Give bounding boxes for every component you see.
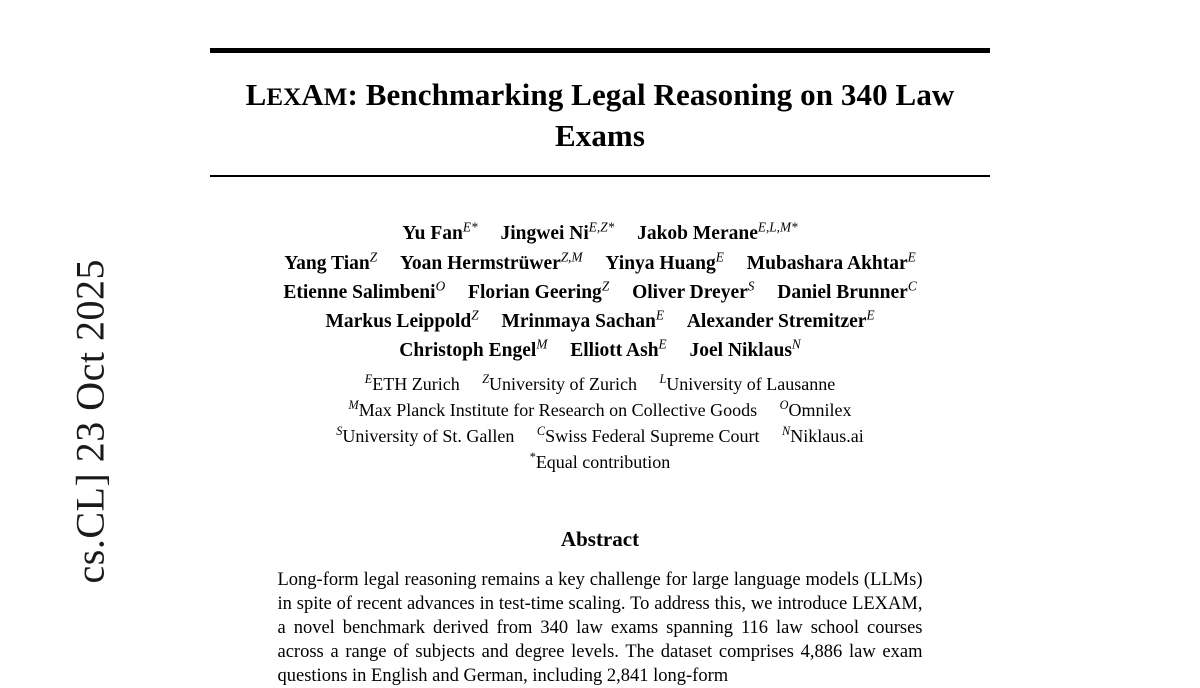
author-name: Mubashara Akhtar$^E$ bbox=[746, 249, 916, 274]
affiliation-item: $^Z$University of Zurich bbox=[482, 371, 637, 394]
author-name: Alexander Stremitzer$^E$ bbox=[686, 307, 875, 332]
affiliation-item: $^O$Omnilex bbox=[779, 397, 852, 420]
author-name: Elliott Ash$^E$ bbox=[570, 336, 667, 362]
title-bottom-rule bbox=[210, 175, 990, 177]
affiliation-item: $^L$University of Lausanne bbox=[659, 371, 836, 394]
author-name: Jingwei $Ni^{E,Z*}$ bbox=[500, 219, 615, 245]
author-line bbox=[210, 277, 990, 306]
arxiv-side-stamp bbox=[0, 0, 120, 648]
affiliation-item: $^M$Max Planck Institute for Research on Collective Goods bbox=[348, 397, 758, 420]
author-line bbox=[210, 306, 990, 335]
author-name: Christoph Engel$^M$ bbox=[399, 336, 548, 362]
author-name: Etienne Salimbeni$^O$ bbox=[283, 278, 446, 303]
abstract-paragraph: Long-form legal reasoning remains a key challenge for large language models (LLMs) in spite of recent advances in test-time scaling. To address this, we introduce LEXAM, a novel benchmark derived from 340 law exams spanning 116 law school courses across a range of subjects and degree levels. The dataset comprises 4,886 law exam questions in English and German, including 2,841 long-form bbox=[277, 569, 923, 686]
paper-page bbox=[120, 0, 1200, 686]
affiliation-item: $^N$Niklaus.ai bbox=[782, 423, 864, 446]
author-name: Yang Tian$^Z$ bbox=[284, 249, 378, 274]
author-line bbox=[210, 248, 990, 277]
title-top-rule bbox=[210, 48, 990, 53]
author-name: Daniel Brunner$^C$ bbox=[777, 278, 917, 303]
author-name: Markus Leippold$^Z$ bbox=[325, 307, 479, 332]
equal-contribution-note: *Equal contribution bbox=[529, 449, 671, 472]
affiliation-item: $^C$Swiss Federal Supreme Court bbox=[536, 423, 760, 446]
affiliation-line bbox=[210, 397, 990, 423]
title-text: LEXAM: Benchmarking Legal Reasoning on 340 Law Exams bbox=[245, 77, 955, 153]
affiliation-line bbox=[210, 423, 990, 449]
abstract-body bbox=[278, 568, 923, 688]
author-name: Yu Fan$^{E*}$ bbox=[402, 219, 478, 245]
affiliation-line bbox=[210, 449, 990, 475]
author-name: Mrinmaya Sachan$^E$ bbox=[501, 307, 664, 332]
arxiv-stamp-text: cs.CL] 23 Oct 2025 bbox=[67, 258, 113, 584]
author-name: Yinya Huang$^E$ bbox=[605, 249, 724, 274]
affiliation-list bbox=[210, 371, 990, 475]
affiliation-item: $^E$ETH Zurich bbox=[364, 371, 460, 394]
author-line bbox=[210, 219, 990, 248]
author-name: Jakob Merane$^{E,L,M*}$ bbox=[637, 219, 798, 245]
author-line bbox=[210, 336, 990, 365]
author-name: Joel Niklaus$^N$ bbox=[689, 336, 801, 362]
affiliation-item: $^S$University of St. Gallen bbox=[336, 423, 515, 446]
paper-column bbox=[210, 0, 990, 688]
affiliation-line bbox=[210, 371, 990, 397]
page-title bbox=[210, 75, 990, 157]
author-name: Florian Geering$^Z$ bbox=[468, 278, 610, 303]
author-name: Yoan Hermstrüwer$^{Z,M}$ bbox=[399, 249, 583, 274]
author-list bbox=[210, 219, 990, 475]
abstract-heading: Abstract bbox=[560, 526, 640, 551]
author-name: Oliver Dreyer$^S$ bbox=[632, 278, 755, 303]
